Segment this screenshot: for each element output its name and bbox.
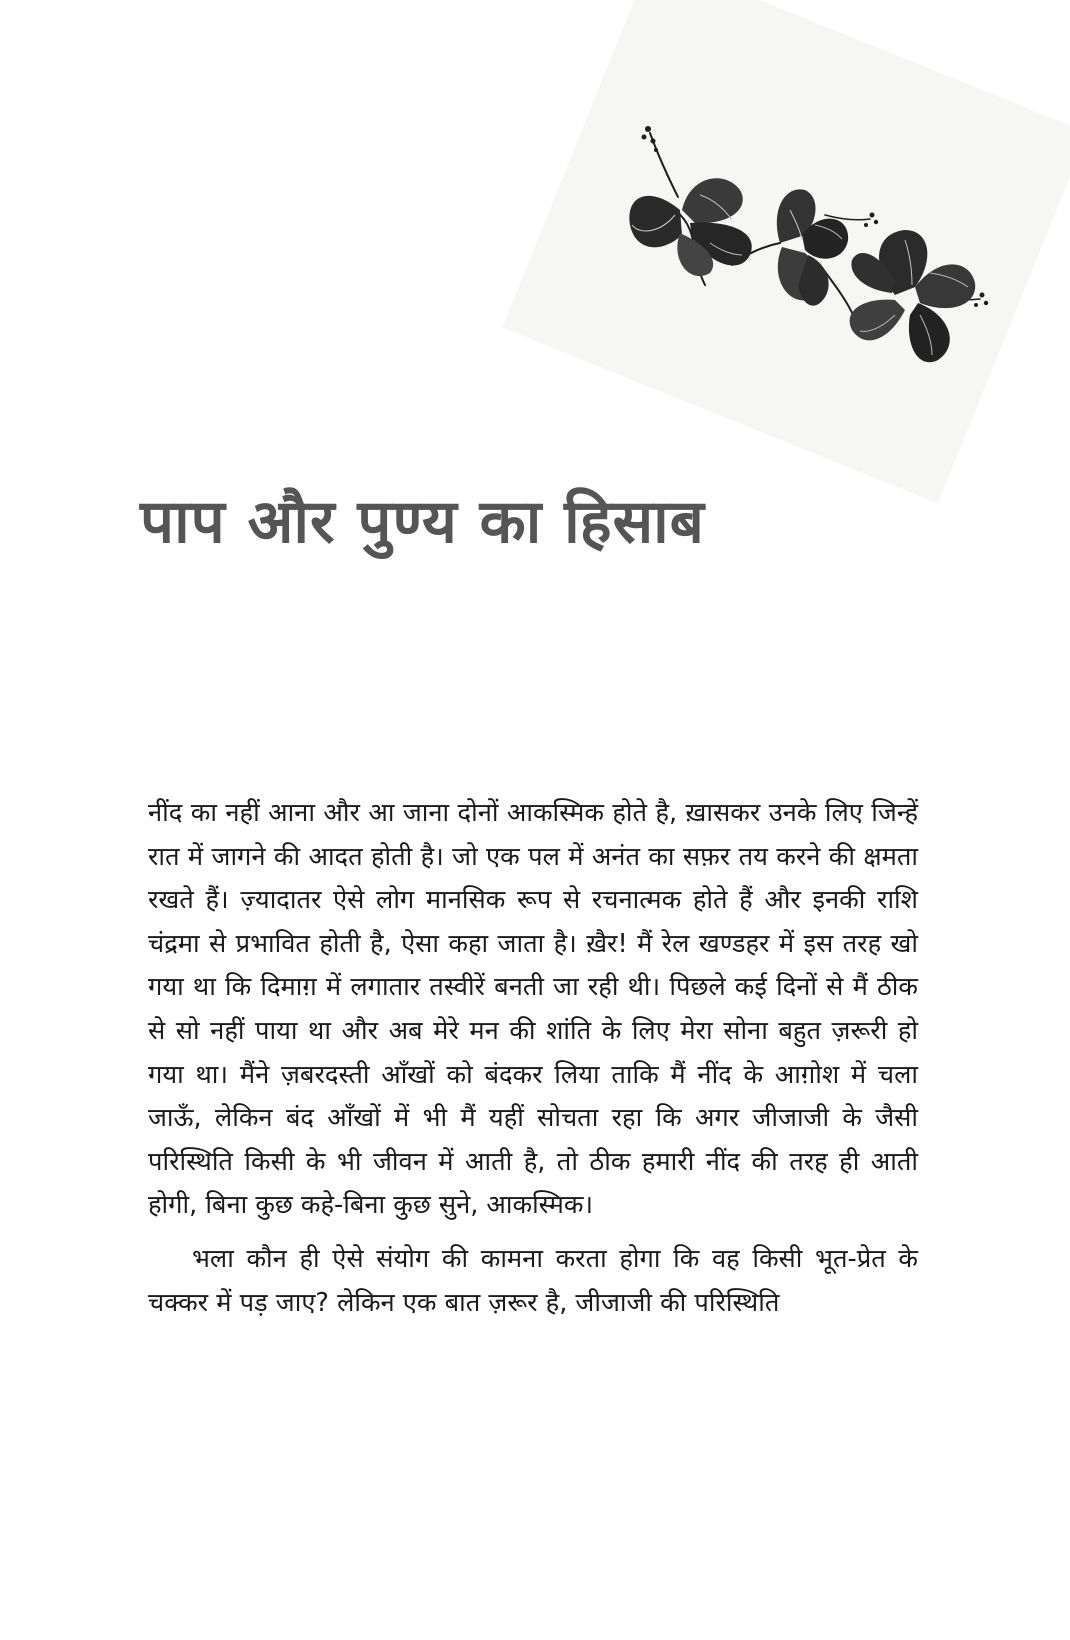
hibiscus-flowers-illustration-icon <box>620 115 1040 385</box>
paragraph-2: भला कौन ही ऐसे संयोग की कामना करता होगा कि वह किसी भूत-प्रेत के चक्कर में पड़ जाए? लेकिन एक बात ज़रूर है, जीजाजी की परिस्थिति <box>148 1243 918 1318</box>
body-text <box>148 792 918 1325</box>
paragraph-1: नींद का नहीं आना और आ जाना दोनों आकस्मिक होते है, ख़ासकर उनके लिए जिन्हें रात में जागने की आदत होती है। जो एक पल में अनंत का सफ़र तय करने की क्षमता रखते हैं। ज़्यादातर ऐसे लोग मानसिक रूप से रचनात्मक होते हैं और इनकी राशि चंद्रमा से प्रभावित होती है, ऐसा कहा जाता है। ख़ैर! मैं रेल खण्डहर में इस तरह खो गया था कि दिमाग़ में लगातार तस्वीरें बनती जा रही थी। पिछले कई दिनों से मैं ठीक से सो नहीं पाया था और अब मेरे मन की शांति के लिए मेरा सोना बहुत ज़रूरी हो गया था। मैंने ज़बरदस्ती आँखों को बंदकर लिया ताकि मैं नींद के आग़ोश में चला जाऊँ, लेकिन बंद आँखों में भी मैं यहीं सोचता रहा कि अगर जीजाजी के जैसी परिस्थिति किसी के भी जीवन में आती है, तो ठीक हमारी नींद की तरह ही आती होगी, बिना कुछ कहे-बिना कुछ सुने, आकस्मिक। <box>148 798 918 1221</box>
chapter-title: पाप और पुण्य का हिसाब <box>140 487 705 557</box>
